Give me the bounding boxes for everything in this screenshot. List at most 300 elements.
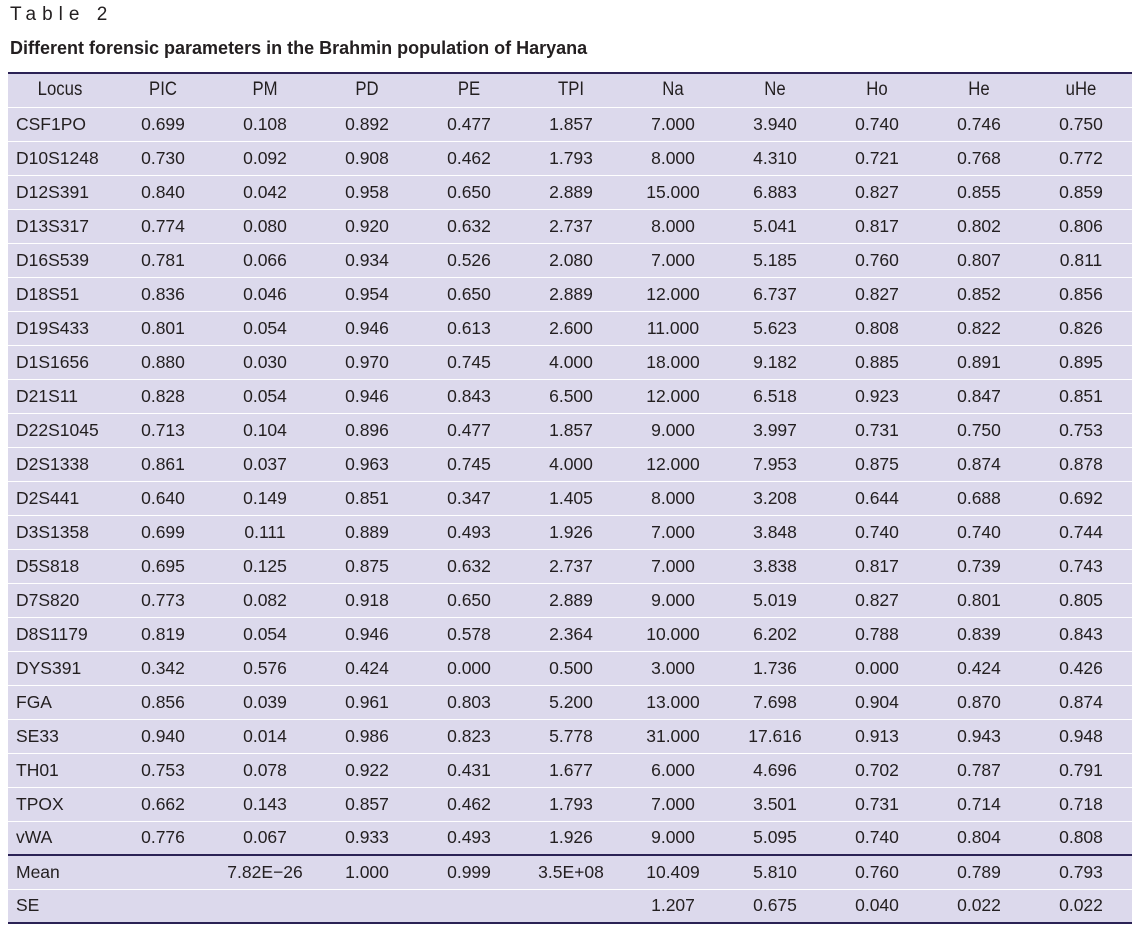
value-cell-he: 0.943 [957,725,1001,746]
value-cell-pd: 0.851 [345,487,389,508]
locus-cell: D3S1358 [16,521,89,542]
value-cell-na: 12.000 [646,283,700,304]
table-row [8,685,1132,719]
table-row [8,549,1132,583]
value-cell-uhe: 0.692 [1059,487,1103,508]
value-cell-ho: 0.740 [855,521,899,542]
value-cell-pd: 0.963 [345,453,389,474]
value-cell-uhe: 0.851 [1059,385,1103,406]
value-cell-tpi: 2.737 [549,555,593,576]
value-cell-na: 12.000 [646,385,700,406]
value-cell-uhe: 0.808 [1059,827,1103,848]
value-cell-pd: 0.918 [345,589,389,610]
value-cell-uhe: 0.806 [1059,215,1103,236]
value-cell-tpi: 2.737 [549,215,593,236]
value-cell-ne: 5.095 [753,827,797,848]
value-cell-pic: 0.880 [141,351,185,372]
value-cell-ho: 0.000 [855,657,899,678]
summary-value-cell-pm: 7.82E−26 [227,861,303,882]
value-cell-ho: 0.644 [855,487,899,508]
value-cell-he: 0.740 [957,521,1001,542]
value-cell-ho: 0.817 [855,215,899,236]
value-cell-ne: 1.736 [753,657,797,678]
value-cell-ho: 0.760 [855,249,899,270]
value-cell-tpi: 2.600 [549,317,593,338]
value-cell-uhe: 0.826 [1059,317,1103,338]
value-cell-he: 0.688 [957,487,1001,508]
value-cell-pic: 0.730 [141,147,185,168]
table-label: Table 2 [10,4,114,25]
value-cell-he: 0.787 [957,759,1001,780]
value-cell-pe: 0.613 [447,317,491,338]
value-cell-ho: 0.731 [855,793,899,814]
value-cell-ne: 3.838 [753,555,797,576]
value-cell-ne: 3.501 [753,793,797,814]
value-cell-ho: 0.923 [855,385,899,406]
table-row [8,277,1132,311]
value-cell-na: 9.000 [651,589,695,610]
value-cell-tpi: 1.793 [549,147,593,168]
value-cell-pm: 0.030 [243,351,287,372]
summary-value-cell-na: 1.207 [651,895,695,916]
value-cell-pm: 0.054 [243,385,287,406]
value-cell-uhe: 0.426 [1059,657,1103,678]
value-cell-he: 0.750 [957,419,1001,440]
value-cell-ho: 0.875 [855,453,899,474]
value-cell-pd: 0.954 [345,283,389,304]
value-cell-uhe: 0.856 [1059,283,1103,304]
value-cell-pm: 0.149 [243,487,287,508]
value-cell-pm: 0.078 [243,759,287,780]
value-cell-na: 12.000 [646,453,700,474]
value-cell-na: 9.000 [651,419,695,440]
table-row [8,107,1132,141]
value-cell-he: 0.714 [957,793,1001,814]
locus-cell: TH01 [16,759,59,780]
value-cell-ho: 0.904 [855,691,899,712]
value-cell-uhe: 0.750 [1059,113,1103,134]
table-row [8,345,1132,379]
value-cell-pe: 0.650 [447,589,491,610]
forensic-parameters-table [8,72,1132,924]
value-cell-pe: 0.632 [447,215,491,236]
value-cell-na: 10.000 [646,623,700,644]
value-cell-pd: 0.857 [345,793,389,814]
value-cell-pd: 0.946 [345,385,389,406]
value-cell-pm: 0.125 [243,555,287,576]
value-cell-pe: 0.578 [447,623,491,644]
locus-cell: D10S1248 [16,147,99,168]
value-cell-tpi: 5.200 [549,691,593,712]
table-row [8,141,1132,175]
value-cell-pm: 0.046 [243,283,287,304]
locus-cell: D2S441 [16,487,80,508]
column-header-pm: PM [252,79,278,101]
value-cell-pe: 0.745 [447,351,491,372]
value-cell-pic: 0.856 [141,691,185,712]
value-cell-uhe: 0.805 [1059,589,1103,610]
value-cell-pm: 0.082 [243,589,287,610]
value-cell-na: 8.000 [651,147,695,168]
value-cell-pm: 0.054 [243,317,287,338]
value-cell-na: 6.000 [651,759,695,780]
value-cell-pe: 0.477 [447,113,491,134]
value-cell-na: 15.000 [646,181,700,202]
value-cell-pic: 0.781 [141,249,185,270]
column-header-locus: Locus [37,79,83,101]
value-cell-na: 7.000 [651,521,695,542]
value-cell-ne: 17.616 [748,725,802,746]
value-cell-pm: 0.104 [243,419,287,440]
value-cell-pe: 0.477 [447,419,491,440]
value-cell-na: 7.000 [651,249,695,270]
table-row [8,583,1132,617]
table-row [8,515,1132,549]
table-row [8,753,1132,787]
summary-value-cell-uhe: 0.793 [1059,861,1103,882]
value-cell-pd: 0.889 [345,521,389,542]
locus-cell: D18S51 [16,283,80,304]
value-cell-ho: 0.740 [855,827,899,848]
value-cell-pe: 0.803 [447,691,491,712]
column-header-ne: Ne [764,79,786,101]
value-cell-ho: 0.827 [855,181,899,202]
value-cell-uhe: 0.859 [1059,181,1103,202]
value-cell-pd: 0.875 [345,555,389,576]
value-cell-pic: 0.840 [141,181,185,202]
value-cell-pe: 0.462 [447,147,491,168]
summary-label-cell: Mean [16,861,60,882]
summary-value-cell-pic [112,889,214,923]
value-cell-pm: 0.014 [243,725,287,746]
value-cell-uhe: 0.753 [1059,419,1103,440]
value-cell-pd: 0.896 [345,419,389,440]
value-cell-tpi: 1.405 [549,487,593,508]
value-cell-pic: 0.342 [141,657,185,678]
value-cell-tpi: 6.500 [549,385,593,406]
value-cell-pe: 0.493 [447,521,491,542]
value-cell-he: 0.855 [957,181,1001,202]
value-cell-pd: 0.934 [345,249,389,270]
value-cell-tpi: 5.778 [549,725,593,746]
value-cell-uhe: 0.718 [1059,793,1103,814]
value-cell-ne: 3.940 [753,113,797,134]
value-cell-pm: 0.108 [243,113,287,134]
value-cell-ho: 0.740 [855,113,899,134]
value-cell-na: 9.000 [651,827,695,848]
value-cell-pic: 0.861 [141,453,185,474]
value-cell-he: 0.739 [957,555,1001,576]
value-cell-pic: 0.940 [141,725,185,746]
value-cell-pd: 0.922 [345,759,389,780]
column-header-ho: Ho [866,79,888,101]
value-cell-ho: 0.702 [855,759,899,780]
value-cell-pd: 0.908 [345,147,389,168]
locus-cell: D1S1656 [16,351,89,372]
table-row [8,787,1132,821]
value-cell-ne: 7.953 [753,453,797,474]
value-cell-na: 31.000 [646,725,700,746]
locus-cell: DYS391 [16,657,82,678]
value-cell-he: 0.807 [957,249,1001,270]
value-cell-pic: 0.836 [141,283,185,304]
value-cell-pe: 0.000 [447,657,491,678]
summary-row [8,855,1132,889]
value-cell-he: 0.804 [957,827,1001,848]
locus-cell: D19S433 [16,317,89,338]
value-cell-ne: 5.041 [753,215,797,236]
locus-cell: D7S820 [16,589,80,610]
table-row [8,209,1132,243]
value-cell-pic: 0.819 [141,623,185,644]
value-cell-uhe: 0.811 [1059,249,1103,270]
value-cell-pe: 0.650 [447,181,491,202]
value-cell-pm: 0.042 [243,181,287,202]
value-cell-ne: 6.518 [753,385,797,406]
summary-value-cell-uhe: 0.022 [1059,895,1103,916]
value-cell-pm: 0.066 [243,249,287,270]
value-cell-pic: 0.774 [141,215,185,236]
table-row [8,481,1132,515]
value-cell-he: 0.874 [957,453,1001,474]
summary-value-cell-tpi: 3.5E+08 [538,861,604,882]
value-cell-pd: 0.424 [345,657,389,678]
value-cell-tpi: 4.000 [549,453,593,474]
value-cell-uhe: 0.874 [1059,691,1103,712]
summary-value-cell-he: 0.022 [957,895,1001,916]
value-cell-pm: 0.143 [243,793,287,814]
summary-value-cell-ho: 0.040 [855,895,899,916]
value-cell-ho: 0.885 [855,351,899,372]
value-cell-ne: 5.185 [753,249,797,270]
value-cell-pe: 0.347 [447,487,491,508]
summary-value-cell-tpi [520,889,622,923]
column-header-tpi: TPI [557,79,585,101]
summary-value-cell-he: 0.789 [957,861,1001,882]
header-row [8,73,1132,107]
value-cell-na: 7.000 [651,555,695,576]
value-cell-ho: 0.827 [855,283,899,304]
value-cell-ne: 4.696 [753,759,797,780]
value-cell-uhe: 0.791 [1059,759,1103,780]
value-cell-na: 13.000 [646,691,700,712]
value-cell-pm: 0.067 [243,827,287,848]
value-cell-ne: 6.202 [753,623,797,644]
value-cell-pd: 0.946 [345,317,389,338]
locus-cell: D16S539 [16,249,89,270]
summary-label-cell: SE [16,895,40,916]
value-cell-tpi: 2.889 [549,589,593,610]
table-header [8,73,1132,107]
value-cell-he: 0.870 [957,691,1001,712]
value-cell-pd: 0.920 [345,215,389,236]
value-cell-pic: 0.776 [141,827,185,848]
value-cell-ho: 0.731 [855,419,899,440]
summary-value-cell-pm [214,889,316,923]
value-cell-pd: 0.933 [345,827,389,848]
value-cell-pe: 0.632 [447,555,491,576]
value-cell-uhe: 0.843 [1059,623,1103,644]
value-cell-pe: 0.431 [447,759,491,780]
value-cell-na: 7.000 [651,113,695,134]
value-cell-pm: 0.037 [243,453,287,474]
value-cell-pm: 0.092 [243,147,287,168]
value-cell-ne: 3.848 [753,521,797,542]
value-cell-pd: 0.958 [345,181,389,202]
summary-value-cell-na: 10.409 [646,861,700,882]
value-cell-he: 0.891 [957,351,1001,372]
value-cell-pic: 0.713 [141,419,185,440]
summary-value-cell-pd: 1.000 [345,861,389,882]
value-cell-tpi: 2.889 [549,181,593,202]
value-cell-tpi: 1.677 [549,759,593,780]
value-cell-pic: 0.753 [141,759,185,780]
table-row [8,651,1132,685]
locus-cell: D8S1179 [16,623,88,644]
locus-cell: CSF1PO [16,113,87,134]
value-cell-uhe: 0.895 [1059,351,1103,372]
table-row [8,413,1132,447]
locus-cell: TPOX [16,793,64,814]
value-cell-uhe: 0.743 [1059,555,1103,576]
value-cell-pm: 0.080 [243,215,287,236]
value-cell-pe: 0.493 [447,827,491,848]
forensic-parameters-table-container [8,72,1132,924]
value-cell-ne: 7.698 [753,691,797,712]
value-cell-pd: 0.986 [345,725,389,746]
summary-value-cell-ne: 0.675 [753,895,797,916]
locus-cell: D22S1045 [16,419,99,440]
value-cell-na: 11.000 [646,317,700,338]
value-cell-ho: 0.913 [855,725,899,746]
value-cell-pm: 0.039 [243,691,287,712]
locus-cell: D12S391 [16,181,89,202]
value-cell-pe: 0.462 [447,793,491,814]
value-cell-uhe: 0.772 [1059,147,1103,168]
value-cell-pe: 0.843 [447,385,491,406]
value-cell-tpi: 1.926 [549,521,593,542]
value-cell-ne: 9.182 [753,351,797,372]
value-cell-pic: 0.695 [141,555,185,576]
value-cell-he: 0.802 [957,215,1001,236]
summary-value-cell-pic [112,855,214,889]
value-cell-ne: 5.623 [753,317,797,338]
value-cell-tpi: 4.000 [549,351,593,372]
value-cell-uhe: 0.948 [1059,725,1103,746]
value-cell-ho: 0.808 [855,317,899,338]
column-header-he: He [968,79,990,101]
summary-value-cell-pe [418,889,520,923]
locus-cell: D2S1338 [16,453,89,474]
value-cell-na: 7.000 [651,793,695,814]
table-body [8,107,1132,923]
summary-row [8,889,1132,923]
value-cell-ne: 4.310 [753,147,797,168]
value-cell-ho: 0.721 [855,147,899,168]
value-cell-he: 0.822 [957,317,1001,338]
value-cell-tpi: 0.500 [549,657,593,678]
value-cell-pic: 0.640 [141,487,185,508]
value-cell-tpi: 1.857 [549,419,593,440]
value-cell-pic: 0.699 [141,113,185,134]
value-cell-uhe: 0.878 [1059,453,1103,474]
table-row [8,175,1132,209]
value-cell-tpi: 2.364 [549,623,593,644]
table-row [8,311,1132,345]
value-cell-ho: 0.788 [855,623,899,644]
column-header-pd: PD [355,79,379,101]
summary-value-cell-ne: 5.810 [753,861,797,882]
table-row [8,379,1132,413]
column-header-pic: PIC [149,79,177,101]
value-cell-tpi: 1.793 [549,793,593,814]
value-cell-ho: 0.817 [855,555,899,576]
value-cell-ne: 5.019 [753,589,797,610]
summary-value-cell-ho: 0.760 [855,861,899,882]
value-cell-he: 0.746 [957,113,1001,134]
value-cell-pe: 0.526 [447,249,491,270]
value-cell-ne: 3.997 [753,419,797,440]
value-cell-he: 0.768 [957,147,1001,168]
value-cell-na: 8.000 [651,215,695,236]
value-cell-pic: 0.773 [141,589,185,610]
locus-cell: D13S317 [16,215,89,236]
value-cell-na: 18.000 [646,351,700,372]
value-cell-tpi: 1.857 [549,113,593,134]
table-caption: Different forensic parameters in the Brahmin population of Haryana [10,38,588,58]
value-cell-he: 0.801 [957,589,1001,610]
value-cell-na: 8.000 [651,487,695,508]
value-cell-pic: 0.801 [141,317,185,338]
locus-cell: SE33 [16,725,59,746]
table-row [8,617,1132,651]
value-cell-pic: 0.699 [141,521,185,542]
value-cell-he: 0.852 [957,283,1001,304]
locus-cell: vWA [16,827,53,848]
value-cell-pe: 0.650 [447,283,491,304]
value-cell-pd: 0.946 [345,623,389,644]
value-cell-pd: 0.892 [345,113,389,134]
value-cell-tpi: 2.889 [549,283,593,304]
value-cell-ne: 3.208 [753,487,797,508]
value-cell-pe: 0.823 [447,725,491,746]
column-header-pe: PE [457,79,481,101]
value-cell-ne: 6.883 [753,181,797,202]
value-cell-uhe: 0.744 [1059,521,1103,542]
value-cell-tpi: 2.080 [549,249,593,270]
value-cell-he: 0.424 [957,657,1001,678]
value-cell-ho: 0.827 [855,589,899,610]
value-cell-pm: 0.576 [243,657,287,678]
summary-value-cell-pd [316,889,418,923]
value-cell-na: 3.000 [651,657,695,678]
value-cell-pic: 0.828 [141,385,185,406]
locus-cell: FGA [16,691,52,712]
value-cell-tpi: 1.926 [549,827,593,848]
value-cell-he: 0.839 [957,623,1001,644]
value-cell-pic: 0.662 [141,793,185,814]
column-header-uhe: uHe [1065,79,1097,101]
value-cell-ne: 6.737 [753,283,797,304]
locus-cell: D5S818 [16,555,80,576]
table-row [8,243,1132,277]
table-row [8,821,1132,855]
locus-cell: D21S11 [16,385,78,406]
table-row [8,447,1132,481]
value-cell-pe: 0.745 [447,453,491,474]
value-cell-he: 0.847 [957,385,1001,406]
value-cell-pd: 0.961 [345,691,389,712]
